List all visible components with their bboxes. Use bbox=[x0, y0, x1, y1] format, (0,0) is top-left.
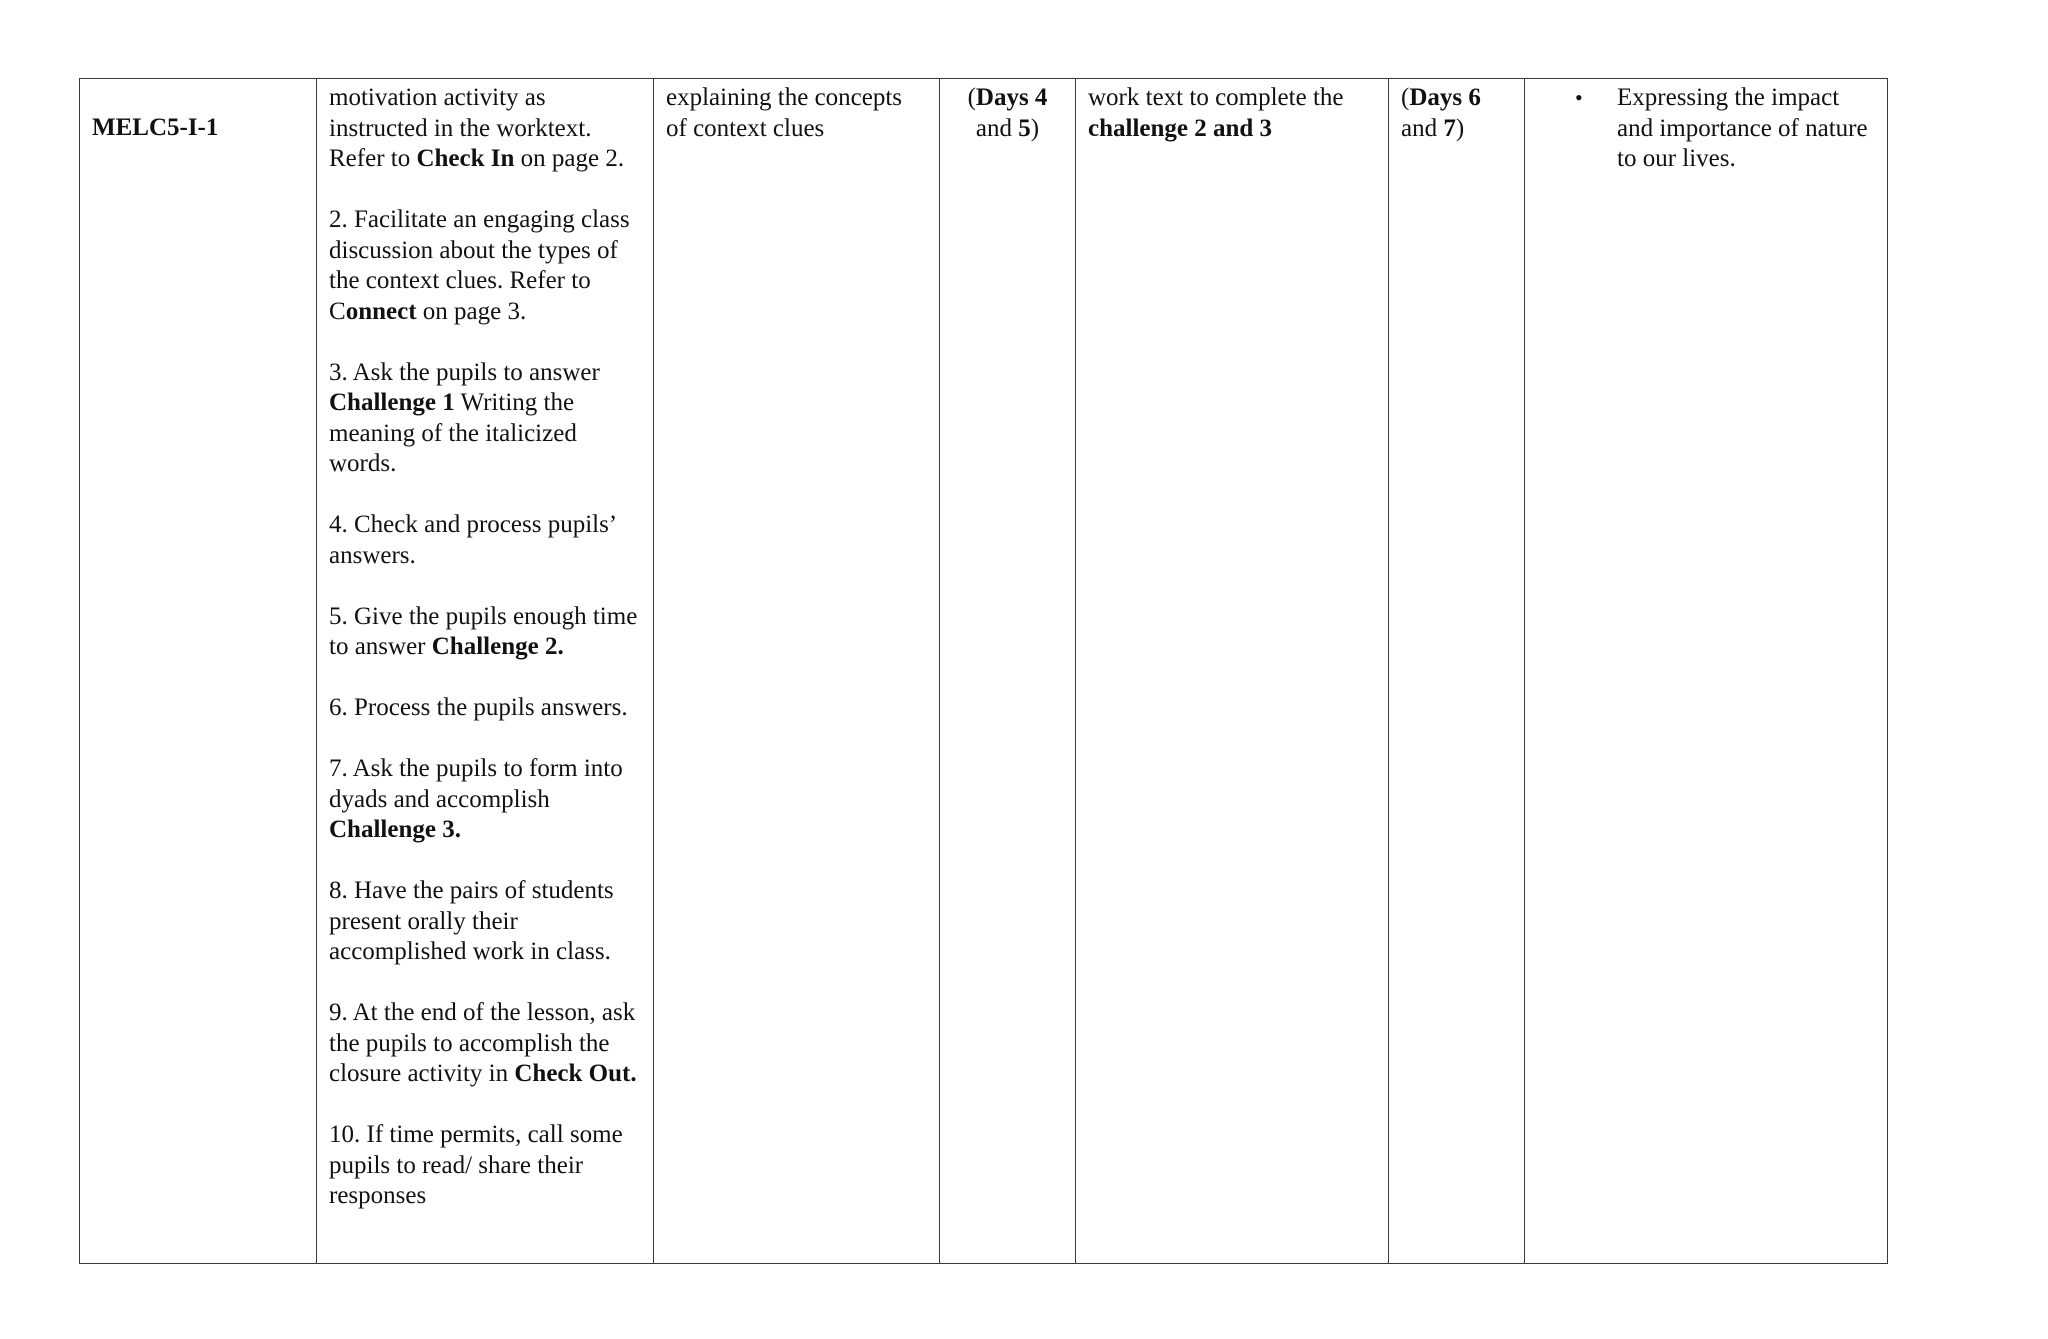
step-emphasis: Challenge 2. bbox=[431, 633, 564, 660]
step-text: Writing the meaning of the italicized words. bbox=[329, 389, 577, 477]
step-emphasis: onnect bbox=[345, 297, 417, 325]
values-text: Expressing the impact and importance of nature to our lives. bbox=[1617, 84, 1868, 172]
day-number: 7 bbox=[1443, 114, 1456, 142]
days-label: Days 4 bbox=[975, 84, 1048, 111]
worktext-plain: work text to complete the bbox=[1088, 84, 1344, 111]
procedure-step bbox=[329, 998, 641, 1090]
step-text: 6. Process the pupils answers. bbox=[329, 694, 628, 721]
procedure-step bbox=[329, 876, 641, 968]
paren-close: ) bbox=[1455, 114, 1465, 142]
values-cell bbox=[1525, 79, 1888, 1264]
worktext-cell bbox=[1076, 79, 1389, 1264]
values-list bbox=[1537, 83, 1875, 175]
step-text: 7. Ask the pupils to form into dyads and accomplish bbox=[329, 755, 623, 813]
step-text: 8. Have the pairs of students present orally their accomplished work in class. bbox=[329, 877, 614, 965]
step-text: on page 2. bbox=[514, 145, 625, 172]
days-cell-second bbox=[1389, 79, 1525, 1264]
concepts-cell bbox=[654, 79, 940, 1264]
step-emphasis: Check In bbox=[416, 145, 515, 172]
step-emphasis: Challenge 1 bbox=[329, 389, 455, 416]
day-number: 5 bbox=[1018, 114, 1031, 142]
and-text: and bbox=[1401, 114, 1444, 142]
concepts-text: explaining the concepts of context clues bbox=[666, 84, 903, 142]
step-emphasis: Challenge 3. bbox=[329, 816, 461, 843]
step-emphasis: Check Out. bbox=[514, 1060, 637, 1087]
procedure-step bbox=[329, 358, 641, 480]
procedure-step bbox=[329, 1120, 641, 1212]
days-label: Days 6 bbox=[1409, 84, 1481, 111]
days-cell-first bbox=[940, 79, 1076, 1264]
procedure-step bbox=[329, 510, 641, 571]
procedure-step bbox=[329, 693, 641, 724]
step-text: 10. If time permits, call some pupils to read/ share their responses bbox=[329, 1121, 623, 1209]
worktext-bold: challenge 2 and 3 bbox=[1088, 114, 1273, 142]
competency-code-cell bbox=[80, 79, 317, 1264]
bullet-icon: • bbox=[1575, 85, 1583, 110]
paren-open: ( bbox=[1401, 84, 1410, 111]
and-text: and bbox=[975, 114, 1019, 142]
step-text: 4. Check and process pupils’ answers. bbox=[329, 511, 616, 569]
list-item bbox=[1537, 83, 1875, 175]
step-text: motivation activity as instructed in the worktext. Refer to bbox=[329, 84, 592, 172]
paren-close: ) bbox=[1030, 114, 1040, 142]
step-text: on page 3. bbox=[416, 297, 527, 325]
procedure-step bbox=[329, 754, 641, 846]
competency-code: MELC5-I-1 bbox=[92, 114, 219, 141]
lesson-plan-table bbox=[79, 78, 1888, 1264]
step-text: 2. Facilitate an engaging class discussion about the types of the context clues. Refer to C bbox=[329, 206, 630, 325]
procedure-step bbox=[329, 205, 641, 327]
procedure-step bbox=[329, 83, 641, 175]
step-text: 5. Give the pupils enough time to answer bbox=[329, 602, 638, 660]
procedure-step bbox=[329, 602, 641, 663]
paren-open: ( bbox=[967, 84, 976, 111]
step-text: 3. Ask the pupils to answer bbox=[329, 358, 600, 386]
step-text: 9. At the end of the lesson, ask the pupils to accomplish the closure activity in bbox=[329, 999, 636, 1087]
table-row bbox=[80, 79, 1888, 1264]
procedure-cell bbox=[317, 79, 654, 1264]
